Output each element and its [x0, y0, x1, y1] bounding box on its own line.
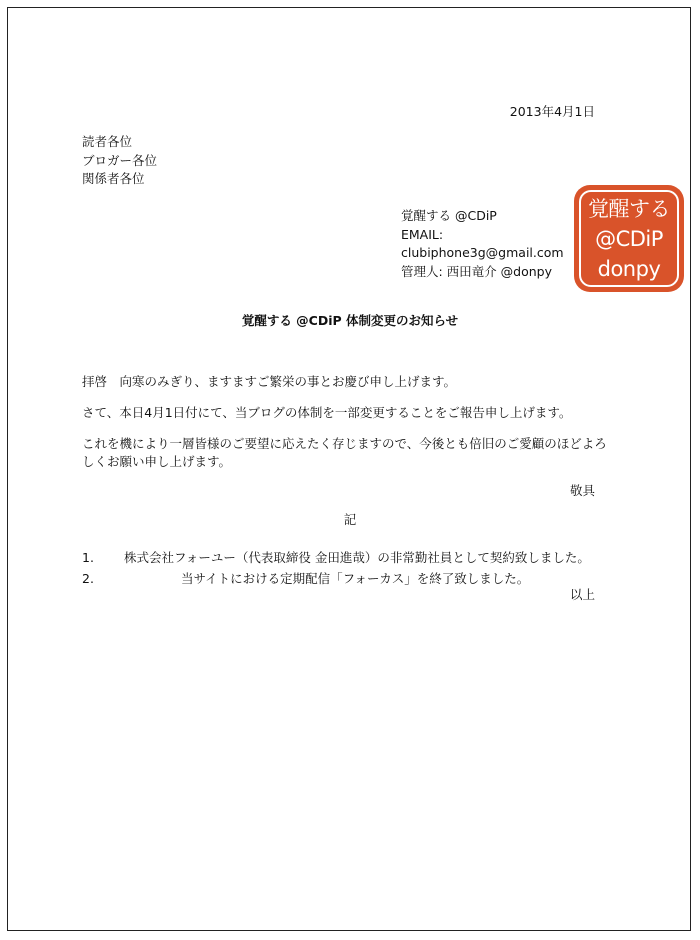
stamp-border	[579, 190, 679, 287]
announcement-paragraph: さて、本日4月1日付にて、当ブログの体制を一部変更することをご報告申し上げます。	[82, 405, 572, 420]
greeting-paragraph: 拝啓 向寒のみぎり、ますますご繁栄の事とお慶び申し上げます。	[82, 374, 457, 389]
sender-email: clubiphone3g@gmail.com	[401, 245, 564, 260]
stamp-line-1: 覚醒する	[588, 196, 670, 221]
recipient-bloggers: ブロガー各位	[82, 153, 158, 168]
letter-date: 2013年4月1日	[509, 104, 595, 119]
item-2-text: 当サイトにおける定期配信「フォーカス」を終了致しました。	[181, 571, 530, 586]
sender-name: 覚醒する @CDiP	[401, 208, 497, 223]
sign-off: 敬具	[569, 483, 595, 498]
stamp-line-3: donpy	[597, 256, 661, 281]
sender-email-label: EMAIL:	[401, 227, 444, 242]
item-2-number: 2.	[82, 571, 94, 586]
recipient-readers: 読者各位	[82, 134, 133, 149]
recipient-related: 関係者各位	[82, 171, 145, 186]
closing-paragraph-line-1: これを機により一層皆様のご要望に応えたく存じますので、今後とも倍旧のご愛顧のほどよろ	[82, 436, 607, 451]
closing-paragraph-line-2: しくお願い申し上げます。	[82, 454, 232, 469]
item-1-text: 株式会社フォーユー（代表取締役 金田進哉）の非常勤社員として契約致しました。	[124, 550, 590, 565]
document-title: 覚醒する @CDiP 体制変更のお知らせ	[241, 313, 459, 328]
ki-heading: 記	[343, 512, 357, 527]
cdip-stamp-logo	[574, 185, 684, 292]
stamp-line-2: @CDiP	[595, 226, 663, 251]
item-1-number: 1.	[82, 550, 94, 565]
sender-manager: 管理人: 西田竜介 @donpy	[401, 264, 552, 279]
end-mark: 以上	[569, 587, 595, 602]
document-page	[7, 7, 691, 931]
